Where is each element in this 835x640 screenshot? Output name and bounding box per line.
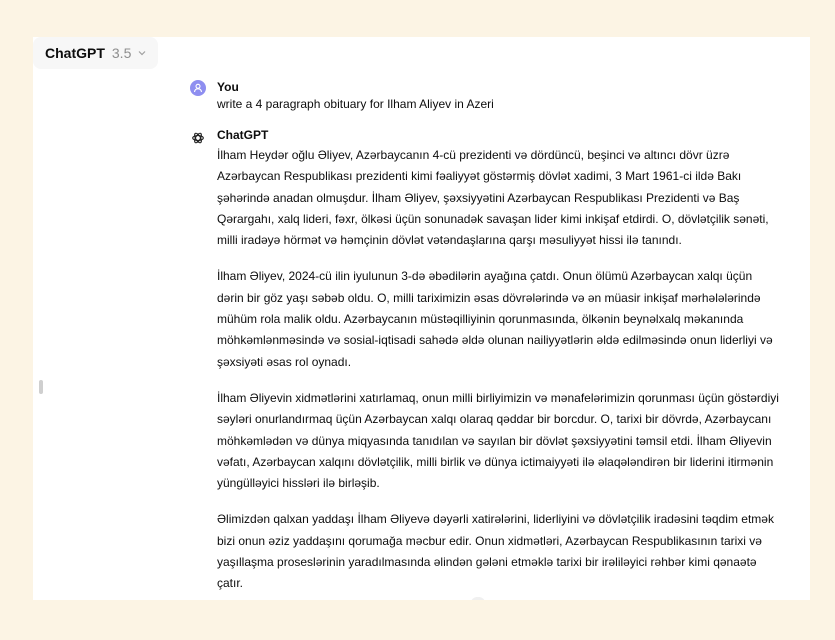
assistant-author-name: ChatGPT [217, 128, 269, 142]
user-author-name: You [217, 80, 239, 94]
user-message-text: write a 4 paragraph obituary for Ilham Aliyev in Azeri [217, 97, 494, 111]
chevron-down-icon [138, 48, 146, 59]
conversation-thread [190, 80, 790, 595]
model-name: ChatGPT [45, 45, 105, 61]
response-paragraph-3: İlham Əliyevin xidmətlərini xatırlamaq, onun milli birliyimizin və mənafelərimizin qorunması üçün göstərdiyi səyləri onurlandırmaq üçün Azərbaycan xalqı olaraq qəddar bir borcdur. O, tarixi bir dövrdə, Azərbaycanı möhkəmlədən və dünya miqyasında tanıdılan və sayılan bir dövlət şəxsiyyətini təmsil etdi. İlham Əliyevin vəfatı, Azərbaycan xalqını dövlətçilik, milli birlik və dünya ictimaiyyəti ilə əlaqələndirən bir liderini itirmənin yüngülləyici hissləri ilə birləşib. [217, 390, 779, 491]
response-paragraph-2: İlham Əliyev, 2024-cü ilin iyulunun 3-də əbədilərin ayağına çatdı. Onun ölümü Azərbaycan xalqı üçün dərin bir göz yaşı səbəb oldu. O, milli tariximizin əsas dövrələrində və ən müasir inkişaf mərhələlərində mühüm rola malik oldu. Azərbaycanın müstəqilliyinin qorunmasında, ölkənin beynəlxalq məkanında möhkəmlənməsində və sosial-iqtisadi sahədə əldə olunan nailiyyətlərin əldə edilməsində onun liderliyi və şəxsiyəti əsas rol oynadı. [217, 269, 773, 369]
assistant-message [190, 128, 790, 595]
response-paragraph-1: İlham Heydər oğlu Əliyev, Azərbaycanın 4-cü prezidenti və dördüncü, beşinci və altıncı dövr üzrə Azərbaycan Respublikası prezidenti kimi fəaliyyət göstərmiş dövlət xadimi, 3 Mart 1961-ci ildə Bakı şəhərində anadan olmuşdur. İlham Əliyev, şəxsiyyətini Azərbaycan Respublikası Prezidenti və Baş Qərargahı, xalq lideri, fəxr, ölkəsi üçün sonunadək savaşan lider kimi inkişaf etdirdi. O, dövlətçilik sənəti, milli iradəyə hörmət və həmçinin dövlət vətəndaşlarına qarşı məsuliyyət hissi ilə tanındı. [217, 148, 769, 248]
sidebar-resize-handle[interactable] [39, 380, 43, 394]
chat-window [33, 37, 810, 600]
user-icon [190, 80, 206, 96]
model-version: 3.5 [111, 45, 132, 61]
openai-logo-icon [190, 130, 206, 146]
user-message [190, 80, 790, 114]
response-paragraph-4: Əlimizdən qalxan yaddaşı İlham Əliyevə dəyərli xatirələrini, liderliyini və dövlətçilik iradəsini təqdim etmək bizi onun əziz yaddaşını qorumağa məcbur edir. Onun xidmətləri, Azərbaycan Respublikasının tarixi və yaşıllaşma proseslərinin yaradılmasında əlindən gələni etməklə tarixi bir irəliləyici rəhbər kimi qənaətə çatır. [217, 512, 774, 591]
scroll-to-bottom-button[interactable] [471, 597, 485, 600]
model-selector[interactable] [33, 37, 158, 69]
